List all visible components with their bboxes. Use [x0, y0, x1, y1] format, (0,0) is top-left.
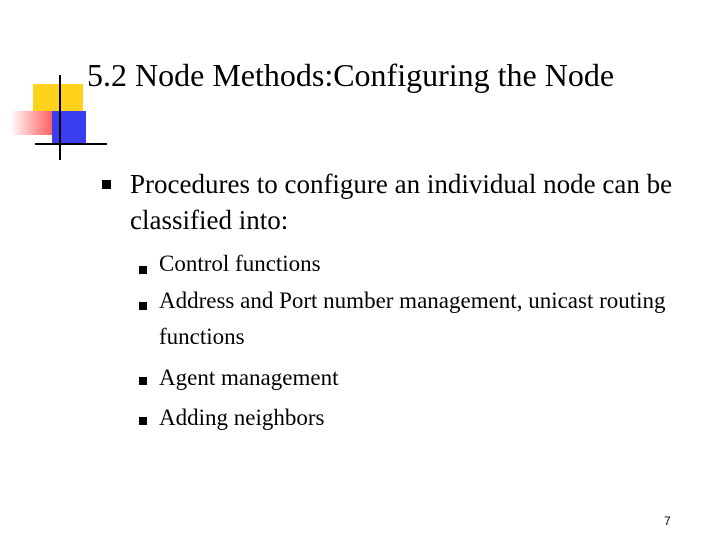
- sub-bullet-text: Agent management: [159, 365, 339, 390]
- sub-bullet-text: Control functions: [159, 251, 321, 276]
- slide-title: 5.2 Node Methods:Configuring the Node: [87, 57, 615, 93]
- decor-vertical-line: [59, 75, 61, 160]
- sub-bullet-text: Address and Port number management, unicast routing functions: [159, 288, 666, 349]
- sub-bullet-text: Adding neighbors: [159, 405, 325, 430]
- sub-bullet-square-icon: [139, 377, 147, 385]
- decor-blue-square: [52, 111, 86, 145]
- main-bullet-text: Procedures to configure an individual node can be classified into:: [130, 169, 673, 235]
- page-number: 7: [664, 514, 671, 528]
- sub-bullet-square-icon: [139, 417, 147, 425]
- sub-bullet-square-icon: [139, 266, 147, 274]
- decor-horizontal-line: [35, 143, 107, 145]
- sub-bullet-square-icon: [139, 302, 147, 310]
- bullet-square-icon: [102, 180, 111, 189]
